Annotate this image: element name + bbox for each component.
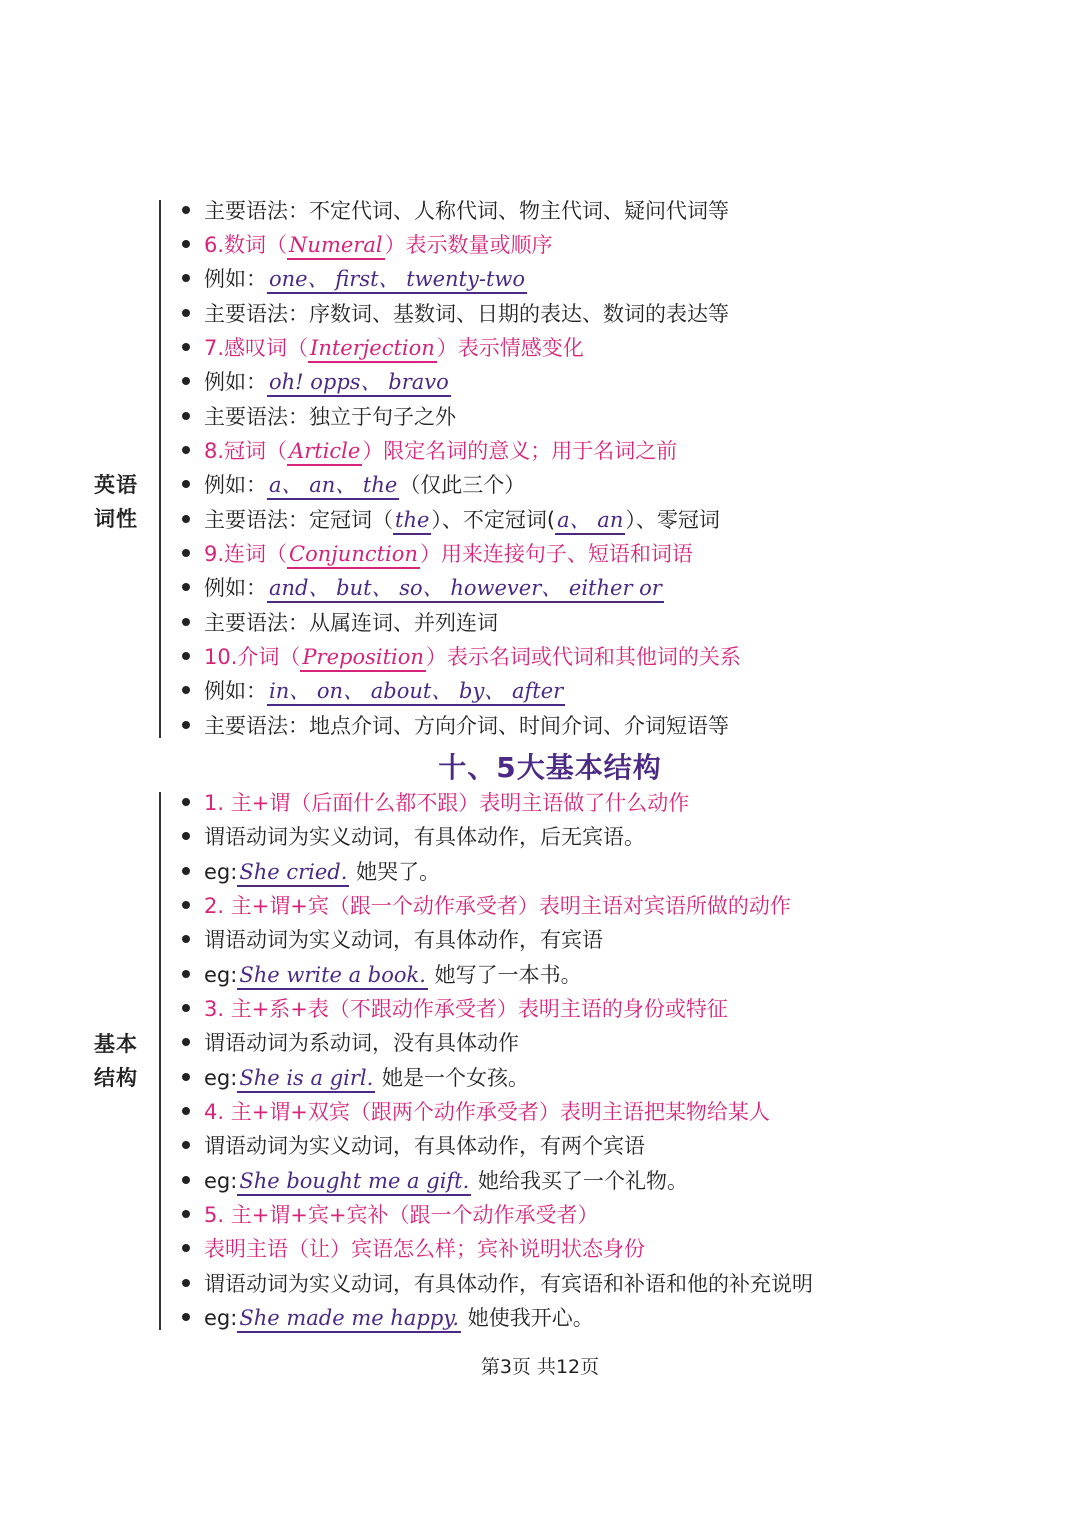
bullet-icon: [182, 1107, 190, 1115]
handwritten-example: She write a book.: [237, 962, 428, 990]
list-item: eg:She write a book. 她写了一本书。: [182, 958, 582, 992]
handwritten-term: Numeral: [287, 232, 385, 260]
bullet-icon: [182, 798, 190, 806]
bullet-icon: [182, 652, 190, 660]
handwritten-example: in、 on、 about、 by、 after: [267, 678, 565, 706]
bullet-icon: [182, 1313, 190, 1321]
bullet-icon: [182, 446, 190, 454]
bullet-icon: [182, 867, 190, 875]
handwritten-term: Article: [287, 438, 362, 466]
bullet-icon: [182, 377, 190, 385]
list-item: 主要语法：不定代词、人称代词、物主代词、疑问代词等: [182, 194, 729, 228]
list-item: 例如：and、 but、 so、 however、 either or: [182, 571, 664, 605]
list-item: 谓语动词为实义动词，有具体动作，有宾语和补语和他的补充说明: [182, 1267, 813, 1301]
section1-label-line1: 英语: [94, 473, 138, 497]
bullet-icon: [182, 1038, 190, 1046]
section2-label-line1: 基本: [94, 1032, 138, 1056]
bullet-icon: [182, 721, 190, 729]
bullet-icon: [182, 343, 190, 351]
section-title: 十、5大基本结构: [438, 751, 662, 784]
bullet-icon: [182, 549, 190, 557]
bullet-icon: [182, 901, 190, 909]
bullet-icon: [182, 1073, 190, 1081]
bullet-icon: [182, 686, 190, 694]
section1-label-line2: 词性: [94, 507, 138, 531]
handwritten-example: She made me happy.: [237, 1305, 461, 1333]
list-item: 例如：oh! opps、 bravo: [182, 365, 451, 399]
section2-label-line2: 结构: [94, 1066, 138, 1090]
bullet-icon: [182, 309, 190, 317]
handwritten-example: She bought me a gift.: [237, 1168, 471, 1196]
list-item: 主要语法：地点介词、方向介词、时间介词、介词短语等: [182, 709, 729, 743]
page-number: 第3页 共12页: [480, 1356, 600, 1378]
list-item: 3. 主+系+表（不跟动作承受者）表明主语的身份或特征: [182, 992, 728, 1026]
bullet-icon: [182, 1004, 190, 1012]
section2-bracket-line: [159, 792, 161, 1330]
bullet-icon: [182, 1176, 190, 1184]
handwritten-example: She is a girl.: [237, 1065, 375, 1093]
list-item: 表明主语（让）宾语怎么样；宾补说明状态身份: [182, 1232, 645, 1266]
list-item: 谓语动词为实义动词，有具体动作，有宾语: [182, 923, 603, 957]
bullet-icon: [182, 970, 190, 978]
list-item: 4. 主+谓+双宾（跟两个动作承受者）表明主语把某物给某人: [182, 1095, 770, 1129]
handwritten-example: oh! opps、 bravo: [267, 369, 451, 397]
list-item: 10.介词（Preposition）表示名词或代词和其他词的关系: [182, 640, 741, 674]
bullet-icon: [182, 832, 190, 840]
list-item: 9.连词（Conjunction）用来连接句子、短语和词语: [182, 537, 693, 571]
list-item: 谓语动词为实义动词，有具体动作，有两个宾语: [182, 1129, 645, 1163]
list-item: eg:She cried. 她哭了。: [182, 855, 440, 889]
bullet-icon: [182, 618, 190, 626]
list-item: eg:She is a girl. 她是一个女孩。: [182, 1061, 529, 1095]
list-item: eg:She bought me a gift. 她给我买了一个礼物。: [182, 1164, 688, 1198]
list-item: 6.数词（Numeral）表示数量或顺序: [182, 228, 553, 262]
bullet-icon: [182, 1279, 190, 1287]
section1-label: [94, 468, 138, 536]
list-item: 8.冠词（Article）限定名词的意义；用于名词之前: [182, 434, 677, 468]
list-item: 7.感叹词（Interjection）表示情感变化: [182, 331, 584, 365]
handwritten-term: Conjunction: [287, 541, 420, 569]
bullet-icon: [182, 935, 190, 943]
handwritten-example: and、 but、 so、 however、 either or: [267, 575, 664, 603]
handwritten-example: the: [393, 507, 431, 535]
bullet-icon: [182, 515, 190, 523]
list-item: 主要语法：序数词、基数词、日期的表达、数词的表达等: [182, 297, 729, 331]
list-item: 主要语法：定冠词（the）、不定冠词(a、 an）、零冠词: [182, 503, 720, 537]
section2-label: [94, 1027, 138, 1095]
bullet-icon: [182, 1244, 190, 1252]
handwritten-example: one、 first、 twenty-two: [267, 266, 527, 294]
bullet-icon: [182, 480, 190, 488]
bullet-icon: [182, 274, 190, 282]
section1-bracket-line: [159, 200, 161, 738]
handwritten-example: a、 an、 the: [267, 472, 399, 500]
list-item: 例如：in、 on、 about、 by、 after: [182, 674, 565, 708]
list-item: 例如：a、 an、 the（仅此三个）: [182, 468, 525, 502]
list-item: 2. 主+谓+宾（跟一个动作承受者）表明主语对宾语所做的动作: [182, 889, 791, 923]
list-item: 例如：one、 first、 twenty-two: [182, 262, 527, 296]
list-item: 谓语动词为实义动词，有具体动作，后无宾语。: [182, 820, 645, 854]
list-item: 主要语法：独立于句子之外: [182, 400, 456, 434]
list-item: 谓语动词为系动词，没有具体动作: [182, 1026, 519, 1060]
bullet-icon: [182, 1141, 190, 1149]
bullet-icon: [182, 240, 190, 248]
bullet-icon: [182, 206, 190, 214]
list-item: 5. 主+谓+宾+宾补（跟一个动作承受者）: [182, 1198, 599, 1232]
handwritten-example: a、 an: [555, 507, 625, 535]
list-item: eg:She made me happy. 她使我开心。: [182, 1301, 594, 1335]
list-item: 主要语法：从属连词、并列连词: [182, 606, 498, 640]
handwritten-example: She cried.: [237, 859, 349, 887]
bullet-icon: [182, 583, 190, 591]
list-item: 1. 主+谓（后面什么都不跟）表明主语做了什么动作: [182, 786, 689, 820]
bullet-icon: [182, 412, 190, 420]
handwritten-term: Interjection: [308, 335, 437, 363]
handwritten-term: Preposition: [300, 644, 426, 672]
bullet-icon: [182, 1210, 190, 1218]
